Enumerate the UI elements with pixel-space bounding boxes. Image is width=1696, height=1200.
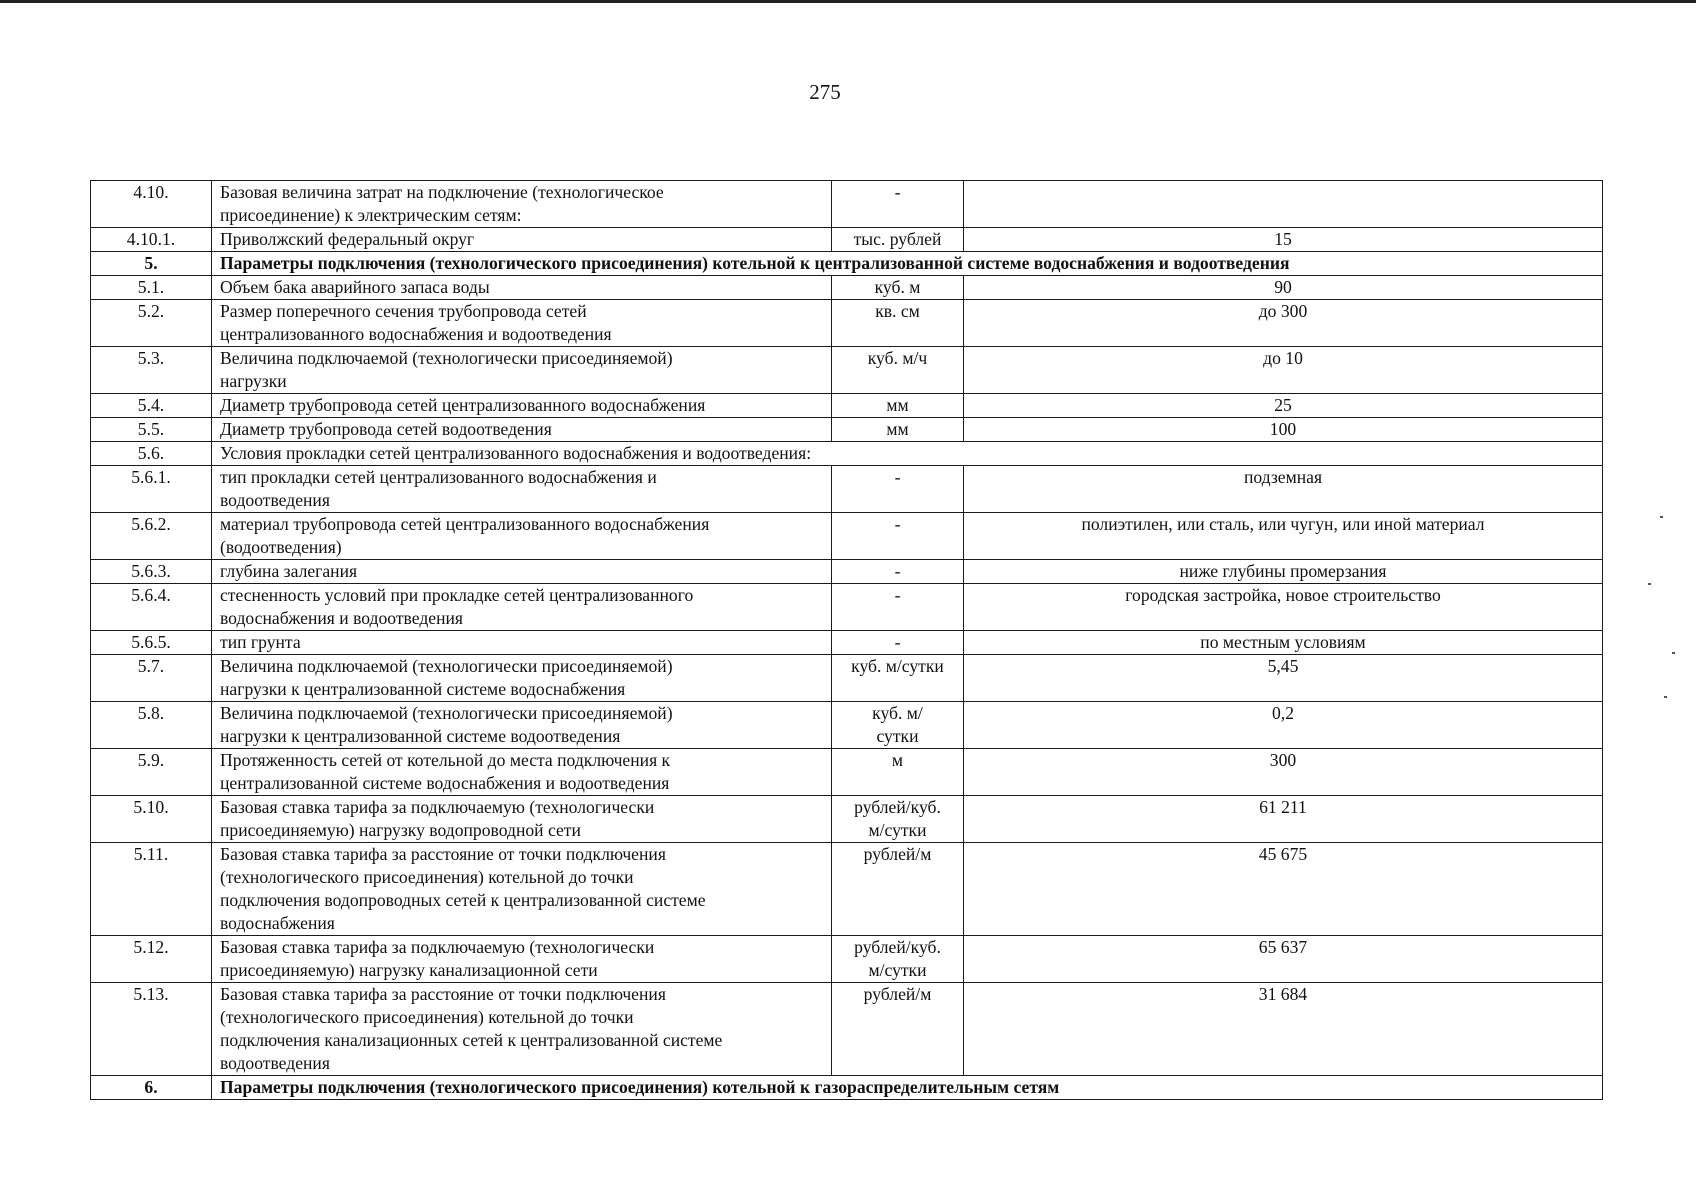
parameters-table-body bbox=[91, 181, 1603, 1100]
unit-cell: тыс. рублей bbox=[832, 228, 964, 252]
unit-cell: мм bbox=[832, 394, 964, 418]
table-row bbox=[91, 442, 1603, 466]
table-row bbox=[91, 347, 1603, 394]
parameter-name: Базовая величина затрат на подключение (технологическое присоединение) к электрическим сетям: bbox=[212, 181, 832, 228]
parameter-name: Приволжский федеральный округ bbox=[212, 228, 832, 252]
parameter-name: Диаметр трубопровода сетей централизованного водоснабжения bbox=[212, 394, 832, 418]
table-row bbox=[91, 394, 1603, 418]
subsection-title: Условия прокладки сетей централизованного водоснабжения и водоотведения: bbox=[212, 442, 1603, 466]
scan-speck bbox=[1672, 652, 1675, 654]
value-cell: 300 bbox=[964, 749, 1603, 796]
value-cell bbox=[964, 181, 1603, 228]
row-number: 5.10. bbox=[91, 796, 212, 843]
value-cell: городская застройка, новое строительство bbox=[964, 584, 1603, 631]
unit-cell: кв. см bbox=[832, 300, 964, 347]
parameter-name: Базовая ставка тарифа за расстояние от точки подключения (технологического присоединения) котельной до точки подключения водопроводных сетей к централизованной системе водоснабжения bbox=[212, 843, 832, 936]
parameter-name: глубина залегания bbox=[212, 560, 832, 584]
row-number: 5.3. bbox=[91, 347, 212, 394]
table-row bbox=[91, 513, 1603, 560]
row-number: 5.12. bbox=[91, 936, 212, 983]
parameter-name: Базовая ставка тарифа за расстояние от точки подключения (технологического присоединения) котельной до точки подключения канализационных сетей к централизованной системе водоотведения bbox=[212, 983, 832, 1076]
parameter-name: Протяженность сетей от котельной до места подключения к централизованной системе водоснабжения и водоотведения bbox=[212, 749, 832, 796]
row-number: 5.4. bbox=[91, 394, 212, 418]
scan-speck bbox=[1660, 516, 1663, 518]
value-cell: 31 684 bbox=[964, 983, 1603, 1076]
table-row bbox=[91, 418, 1603, 442]
section-title: Параметры подключения (технологического присоединения) котельной к газораспределительным сетям bbox=[212, 1076, 1603, 1100]
unit-cell: куб. м/ сутки bbox=[832, 702, 964, 749]
row-number: 5. bbox=[91, 252, 212, 276]
unit-cell: - bbox=[832, 181, 964, 228]
table-row bbox=[91, 466, 1603, 513]
unit-cell: куб. м/ч bbox=[832, 347, 964, 394]
unit-cell: рублей/м bbox=[832, 843, 964, 936]
parameter-name: тип прокладки сетей централизованного водоснабжения и водоотведения bbox=[212, 466, 832, 513]
value-cell: подземная bbox=[964, 466, 1603, 513]
value-cell: 61 211 bbox=[964, 796, 1603, 843]
parameter-name: Объем бака аварийного запаса воды bbox=[212, 276, 832, 300]
row-number: 5.1. bbox=[91, 276, 212, 300]
row-number: 5.6.3. bbox=[91, 560, 212, 584]
row-number: 5.11. bbox=[91, 843, 212, 936]
row-number: 5.9. bbox=[91, 749, 212, 796]
parameter-name: Диаметр трубопровода сетей водоотведения bbox=[212, 418, 832, 442]
value-cell: 0,2 bbox=[964, 702, 1603, 749]
table-row bbox=[91, 936, 1603, 983]
value-cell: до 10 bbox=[964, 347, 1603, 394]
parameter-name: Величина подключаемой (технологически присоединяемой) нагрузки к централизованной системе водоотведения bbox=[212, 702, 832, 749]
value-cell: 25 bbox=[964, 394, 1603, 418]
parameter-name: Величина подключаемой (технологически присоединяемой) нагрузки к централизованной системе водоснабжения bbox=[212, 655, 832, 702]
value-cell: 90 bbox=[964, 276, 1603, 300]
scan-speck bbox=[1664, 696, 1667, 698]
scan-top-border bbox=[0, 0, 1696, 3]
table-row bbox=[91, 276, 1603, 300]
value-cell: 65 637 bbox=[964, 936, 1603, 983]
row-number: 5.6.1. bbox=[91, 466, 212, 513]
unit-cell: куб. м bbox=[832, 276, 964, 300]
unit-cell: куб. м/сутки bbox=[832, 655, 964, 702]
row-number: 4.10. bbox=[91, 181, 212, 228]
value-cell: полиэтилен, или сталь, или чугун, или иной материал bbox=[964, 513, 1603, 560]
row-number: 5.5. bbox=[91, 418, 212, 442]
unit-cell: рублей/куб. м/сутки bbox=[832, 936, 964, 983]
value-cell: по местным условиям bbox=[964, 631, 1603, 655]
unit-cell: рублей/куб. м/сутки bbox=[832, 796, 964, 843]
table-row bbox=[91, 702, 1603, 749]
parameter-name: Базовая ставка тарифа за подключаемую (технологически присоединяемую) нагрузку водопроводной сети bbox=[212, 796, 832, 843]
page-number: 275 bbox=[809, 80, 841, 104]
row-number: 5.8. bbox=[91, 702, 212, 749]
scan-speck bbox=[1648, 583, 1651, 585]
parameter-name: материал трубопровода сетей централизованного водоснабжения (водоотведения) bbox=[212, 513, 832, 560]
parameters-table bbox=[90, 180, 1603, 1100]
table-row bbox=[91, 252, 1603, 276]
row-number: 6. bbox=[91, 1076, 212, 1100]
value-cell: 45 675 bbox=[964, 843, 1603, 936]
unit-cell: - bbox=[832, 631, 964, 655]
table-row bbox=[91, 749, 1603, 796]
table-row bbox=[91, 631, 1603, 655]
table-row bbox=[91, 560, 1603, 584]
unit-cell: рублей/м bbox=[832, 983, 964, 1076]
table-row bbox=[91, 1076, 1603, 1100]
unit-cell: - bbox=[832, 466, 964, 513]
table-row bbox=[91, 584, 1603, 631]
parameter-name: тип грунта bbox=[212, 631, 832, 655]
table-row bbox=[91, 181, 1603, 228]
row-number: 5.2. bbox=[91, 300, 212, 347]
row-number: 4.10.1. bbox=[91, 228, 212, 252]
parameter-name: Размер поперечного сечения трубопровода сетей централизованного водоснабжения и водоотведения bbox=[212, 300, 832, 347]
unit-cell: - bbox=[832, 584, 964, 631]
table-row bbox=[91, 843, 1603, 936]
row-number: 5.13. bbox=[91, 983, 212, 1076]
unit-cell: мм bbox=[832, 418, 964, 442]
value-cell: 100 bbox=[964, 418, 1603, 442]
row-number: 5.6.5. bbox=[91, 631, 212, 655]
row-number: 5.7. bbox=[91, 655, 212, 702]
parameter-name: Базовая ставка тарифа за подключаемую (технологически присоединяемую) нагрузку канализационной сети bbox=[212, 936, 832, 983]
row-number: 5.6.2. bbox=[91, 513, 212, 560]
value-cell: 5,45 bbox=[964, 655, 1603, 702]
table-row bbox=[91, 228, 1603, 252]
table-row bbox=[91, 983, 1603, 1076]
section-title: Параметры подключения (технологического присоединения) котельной к централизованной системе водоснабжения и водоотведения bbox=[212, 252, 1603, 276]
value-cell: 15 bbox=[964, 228, 1603, 252]
value-cell: до 300 bbox=[964, 300, 1603, 347]
parameter-name: стесненность условий при прокладке сетей централизованного водоснабжения и водоотведения bbox=[212, 584, 832, 631]
table-row bbox=[91, 655, 1603, 702]
unit-cell: м bbox=[832, 749, 964, 796]
row-number: 5.6.4. bbox=[91, 584, 212, 631]
parameter-name: Величина подключаемой (технологически присоединяемой) нагрузки bbox=[212, 347, 832, 394]
unit-cell: - bbox=[832, 513, 964, 560]
table-row bbox=[91, 300, 1603, 347]
table-row bbox=[91, 796, 1603, 843]
value-cell: ниже глубины промерзания bbox=[964, 560, 1603, 584]
unit-cell: - bbox=[832, 560, 964, 584]
row-number: 5.6. bbox=[91, 442, 212, 466]
